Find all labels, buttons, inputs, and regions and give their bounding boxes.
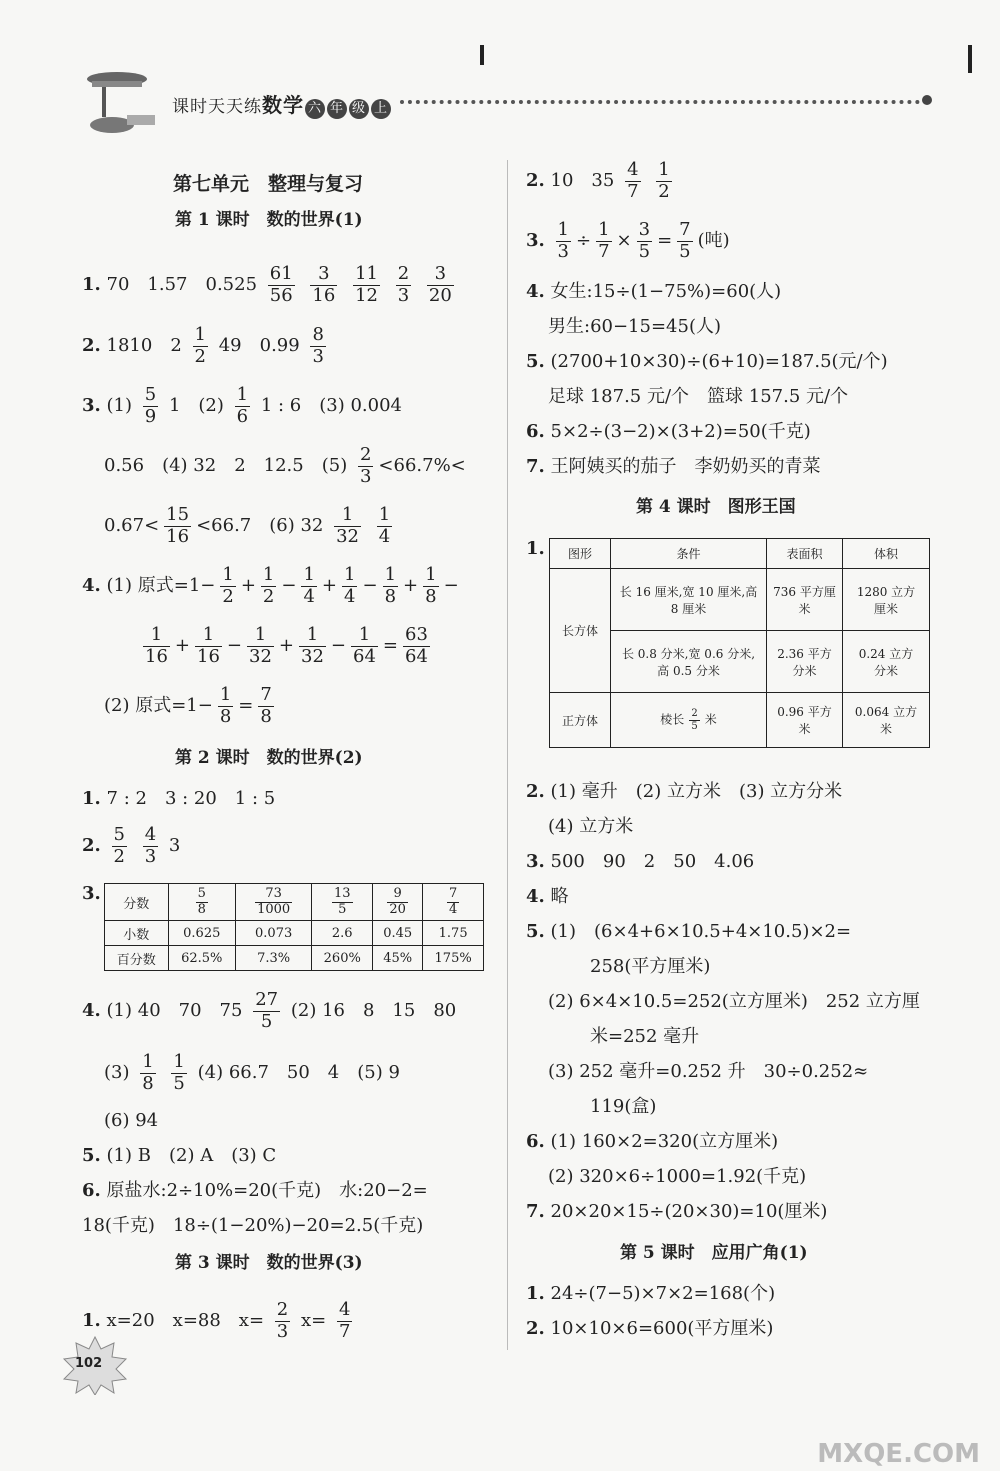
dot-end	[922, 95, 932, 105]
scan-mark	[968, 45, 972, 73]
answer-row: (4) 立方米	[548, 816, 634, 837]
scan-mark	[480, 45, 484, 65]
answer-row: (2) 320×6÷1000=1.92(千克)	[548, 1166, 807, 1187]
fraction: $\frac{9}{20}$	[389, 885, 406, 917]
column-divider	[507, 160, 508, 1350]
answer-row: 0.67< $\frac{15}{16}$ <66.7 (6) 32 $\frac{1}{32}$ $\frac{1}{4}$	[104, 504, 391, 547]
answer-row: 3. (1) $\frac{5}{9}$ 1 (2) $\frac{1}{6}$ 1 : 6 (3) 0.004	[82, 384, 402, 427]
fraction: $\frac{7}{4}$	[448, 885, 458, 917]
answer-row: (3) $\frac{1}{8}$ $\frac{1}{5}$ (4) 66.7 50 4 (5) 9	[104, 1051, 400, 1094]
answer-row: 18(千克) 18÷(1−20%)−20=2.5(千克)	[82, 1215, 424, 1236]
answer-row: 5. (2700+10×30)÷(6+10)=187.5(元/个)	[526, 351, 888, 372]
page-header	[60, 55, 940, 135]
answer-row: 足球 187.5 元/个 篮球 157.5 元/个	[548, 386, 849, 407]
unit-title: 第七单元 整理与复习	[173, 173, 364, 195]
answer-row: (3) 252 毫升=0.252 升 30÷0.252≈	[548, 1061, 869, 1082]
answer-row: 3.	[82, 883, 101, 904]
answer-row: (2) 原式=1− $\frac{1}{8}$ = $\frac{7}{8}$	[104, 684, 272, 727]
lamp-icon	[72, 67, 162, 137]
answer-row: (2) 6×4×10.5=252(立方厘米) 252 立方厘	[548, 991, 920, 1012]
answer-row: 米=252 毫升	[590, 1026, 700, 1047]
fraction: $\frac{5}{8}$	[197, 885, 206, 917]
answer-row: 6. 5×2÷(3−2)×(3+2)=50(千克)	[526, 421, 811, 442]
answer-row: 4. (1) 40 70 75 $\frac{27}{5}$ (2) 16 8 15 80	[82, 989, 457, 1032]
answer-row: 258(平方厘米)	[590, 956, 711, 977]
lesson-title: 第 2 课时 数的世界(2)	[175, 748, 363, 768]
answer-row: 2. (1) 毫升 (2) 立方米 (3) 立方分米	[526, 781, 843, 802]
lesson-title: 第 5 课时 应用广角(1)	[620, 1243, 808, 1263]
answer-row: 7. 20×20×15÷(20×30)=10(厘米)	[526, 1201, 828, 1222]
answer-row: (6) 94	[104, 1110, 159, 1131]
answer-row: 6. (1) 160×2=320(立方厘米)	[526, 1131, 779, 1152]
answer-row: 2. $\frac{5}{2}$ $\frac{4}{3}$ 3	[82, 824, 181, 867]
answer-row: 0.56 (4) 32 2 12.5 (5) $\frac{2}{3}$ <66.7%<	[104, 444, 466, 487]
answer-row: 3. 500 90 2 50 4.06	[526, 851, 755, 872]
fraction-table: 分数 $\frac{5}{8}$ $\frac{73}{1000}$ $\frac{13}{5}$ $\frac{9}{20}$ $\frac{7}{4}$ 小数 0.625 0.073 2.6 0.45 1.75 百分数 62.5% 7.3% 260% 45% 175%	[104, 883, 484, 971]
answer-row: 119(盒)	[590, 1096, 657, 1117]
answer-row: 1. 24÷(7−5)×7×2=168(个)	[526, 1283, 776, 1304]
answer-row: 1. 70 1.57 0.525 $\frac{61}{56}$ $\frac{3}{16}$ $\frac{11}{12}$ $\frac{2}{3}$ $\frac{3}{20}$	[82, 263, 452, 306]
watermark: MXQE.COM	[817, 1439, 980, 1469]
answer-row: 4. 略	[526, 886, 569, 907]
answer-row: 3. $\frac{1}{3}$ ÷ $\frac{1}{7}$ × $\frac{3}{5}$ = $\frac{7}{5}$ (吨)	[526, 219, 730, 262]
series-title: 课时天天练数学 六 年 级 上	[172, 89, 392, 119]
answer-row: 1. x=20 x=88 x= $\frac{2}{3}$ x= $\frac{4}{7}$	[82, 1299, 351, 1342]
answer-row: 7. 王阿姨买的茄子 李奶奶买的青菜	[526, 456, 821, 477]
answer-row: 6. 原盐水:2÷10%=20(千克) 水:20−2=	[82, 1180, 428, 1201]
answer-row: 男生:60−15=45(人)	[548, 316, 721, 337]
page-number-badge: 102	[60, 1335, 130, 1395]
lesson-title: 第 3 课时 数的世界(3)	[175, 1253, 363, 1273]
fraction: $\frac{73}{1000}$	[257, 885, 291, 917]
lesson-title: 第 4 课时 图形王国	[636, 497, 796, 517]
dotted-rule	[400, 100, 920, 104]
answer-row: 2. 10 35 $\frac{4}{7}$ $\frac{1}{2}$	[526, 159, 670, 202]
answer-row: 2. 10×10×6=600(平方厘米)	[526, 1318, 774, 1339]
lesson-title: 第 1 课时 数的世界(1)	[175, 210, 363, 230]
answer-row: 1.	[526, 538, 545, 559]
answer-row: $\frac{1}{16}$ + $\frac{1}{16}$ − $\frac{1}{32}$ + $\frac{1}{32}$ − $\frac{1}{64}$ = $\frac{63}{64}$	[145, 624, 428, 667]
answer-row: 5. (1) (6×4+6×10.5+4×10.5)×2=	[526, 921, 852, 942]
answer-row: 5. (1) B (2) A (3) C	[82, 1145, 277, 1166]
answer-row: 1. 7 : 2 3 : 20 1 : 5	[82, 788, 276, 809]
answer-row: 2. 1810 2 $\frac{1}{2}$ 49 0.99 $\frac{8}{3}$	[82, 324, 324, 367]
fraction: $\frac{13}{5}$	[333, 885, 351, 917]
answer-row: 4. (1) 原式=1− $\frac{1}{2}$ + $\frac{1}{2}$ − $\frac{1}{4}$ + $\frac{1}{4}$ − $\frac{1}{8}$ + $\frac{1}{8}$ −	[82, 564, 459, 607]
answer-row: 4. 女生:15÷(1−75%)=60(人)	[526, 281, 782, 302]
shape-table: 图形 条件 表面积 体积 长方体 长 16 厘米,宽 10 厘米,高 8 厘米 736 平方厘米 1280 立方厘米 长 0.8 分米,宽 0.6 分米,高 0.5 分米 2.36 平方分米 0.24 立方分米 正方体 棱长 $\frac{2}{5}$ 米 0.96 平方米 0.064 立方米	[549, 538, 930, 748]
